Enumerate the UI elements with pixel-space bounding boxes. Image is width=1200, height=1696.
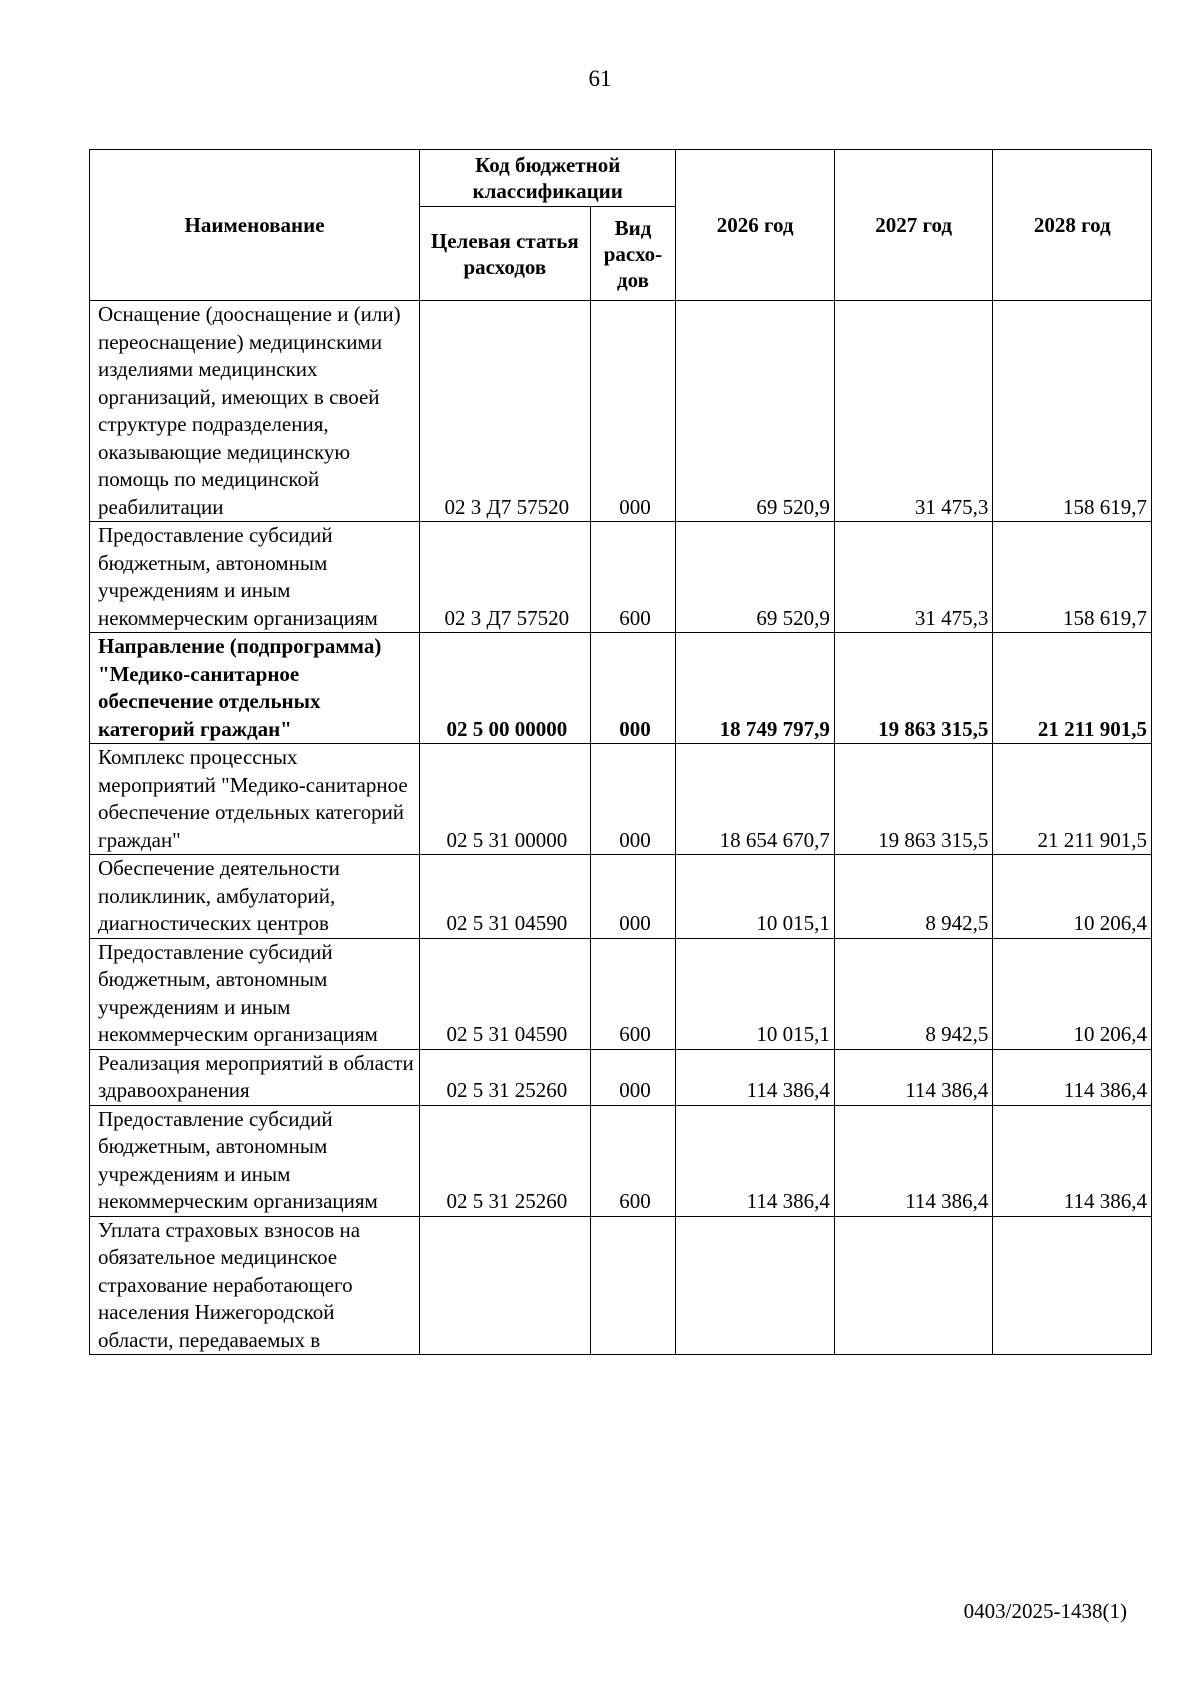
header-year-2028: 2028 год [993,150,1152,301]
row-2026: 114 386,4 [676,1105,835,1216]
table-row [90,1105,1152,1216]
row-2028: 114 386,4 [993,1105,1152,1216]
row-2027: 31 475,3 [834,301,993,522]
row-code: 02 3 Д7 57520 [420,522,590,633]
row-name: Оснащение (дооснащение и (или) переоснащение) медицинскими изделиями медицинских организаций, имеющих в своей структуре подразделения, оказывающие медицинскую помощь по медицинской реабилитации [90,301,420,522]
row-2026 [676,1216,835,1355]
row-type: 000 [590,1049,676,1105]
row-name: Реализация мероприятий в области здравоохранения [90,1049,420,1105]
row-name: Направление (подпрограмма) "Медико-санитарное обеспечение отдельных категорий граждан" [90,633,420,744]
row-name: Обеспечение деятельности поликлиник, амбулаторий, диагностических центров [90,855,420,939]
row-2026: 69 520,9 [676,522,835,633]
row-2028: 21 211 901,5 [993,744,1152,855]
row-code [420,1216,590,1355]
row-name: Уплата страховых взносов на обязательное медицинское страхование неработающего населения Нижегородской области, передаваемых в [90,1216,420,1355]
header-year-2027: 2027 год [834,150,993,301]
document-id: 0403/2025-1438(1) [963,1599,1127,1623]
row-2026: 18 749 797,9 [676,633,835,744]
row-code: 02 5 31 04590 [420,855,590,939]
table-row-subprogram [90,633,1152,744]
table-row [90,1049,1152,1105]
table-row [90,301,1152,522]
row-type: 600 [590,1105,676,1216]
row-type: 000 [590,744,676,855]
row-2027: 19 863 315,5 [834,744,993,855]
row-code: 02 5 00 00000 [420,633,590,744]
row-2027: 114 386,4 [834,1105,993,1216]
row-code: 02 3 Д7 57520 [420,301,590,522]
row-code: 02 5 31 00000 [420,744,590,855]
row-2027: 114 386,4 [834,1049,993,1105]
row-2028: 10 206,4 [993,855,1152,939]
row-2027: 8 942,5 [834,938,993,1049]
row-name: Предоставление субсидий бюджетным, автономным учреждениям и иным некоммерческим организациям [90,1105,420,1216]
header-kbk-group: Код бюджетной классификации [420,150,676,207]
table-row [90,938,1152,1049]
row-code: 02 5 31 04590 [420,938,590,1049]
row-2026: 114 386,4 [676,1049,835,1105]
row-name: Предоставление субсидий бюджетным, автономным учреждениям и иным некоммерческим организациям [90,522,420,633]
row-name: Комплекс процессных мероприятий "Медико-санитарное обеспечение отдельных категорий граждан" [90,744,420,855]
row-2028: 158 619,7 [993,522,1152,633]
row-2028 [993,1216,1152,1355]
header-target-article: Целевая статья расходов [420,207,590,301]
row-type: 000 [590,855,676,939]
row-2027: 8 942,5 [834,855,993,939]
table-row [90,522,1152,633]
row-code: 02 5 31 25260 [420,1049,590,1105]
row-2027: 19 863 315,5 [834,633,993,744]
row-type: 600 [590,522,676,633]
table-row [90,1216,1152,1355]
page-number: 61 [588,66,612,91]
row-name: Предоставление субсидий бюджетным, автономным учреждениям и иным некоммерческим организациям [90,938,420,1049]
row-2026: 10 015,1 [676,855,835,939]
table-row [90,855,1152,939]
row-2028: 21 211 901,5 [993,633,1152,744]
row-2026: 69 520,9 [676,301,835,522]
budget-table [89,149,1152,1355]
row-type [590,1216,676,1355]
row-2026: 10 015,1 [676,938,835,1049]
row-2028: 114 386,4 [993,1049,1152,1105]
header-name: Наименование [90,150,420,301]
row-2028: 158 619,7 [993,301,1152,522]
row-type: 000 [590,301,676,522]
header-expense-type: Вид расхо-дов [590,207,676,301]
row-code: 02 5 31 25260 [420,1105,590,1216]
table-row [90,744,1152,855]
row-2026: 18 654 670,7 [676,744,835,855]
row-2027: 31 475,3 [834,522,993,633]
row-type: 600 [590,938,676,1049]
row-2028: 10 206,4 [993,938,1152,1049]
header-year-2026: 2026 год [676,150,835,301]
row-2027 [834,1216,993,1355]
row-type: 000 [590,633,676,744]
